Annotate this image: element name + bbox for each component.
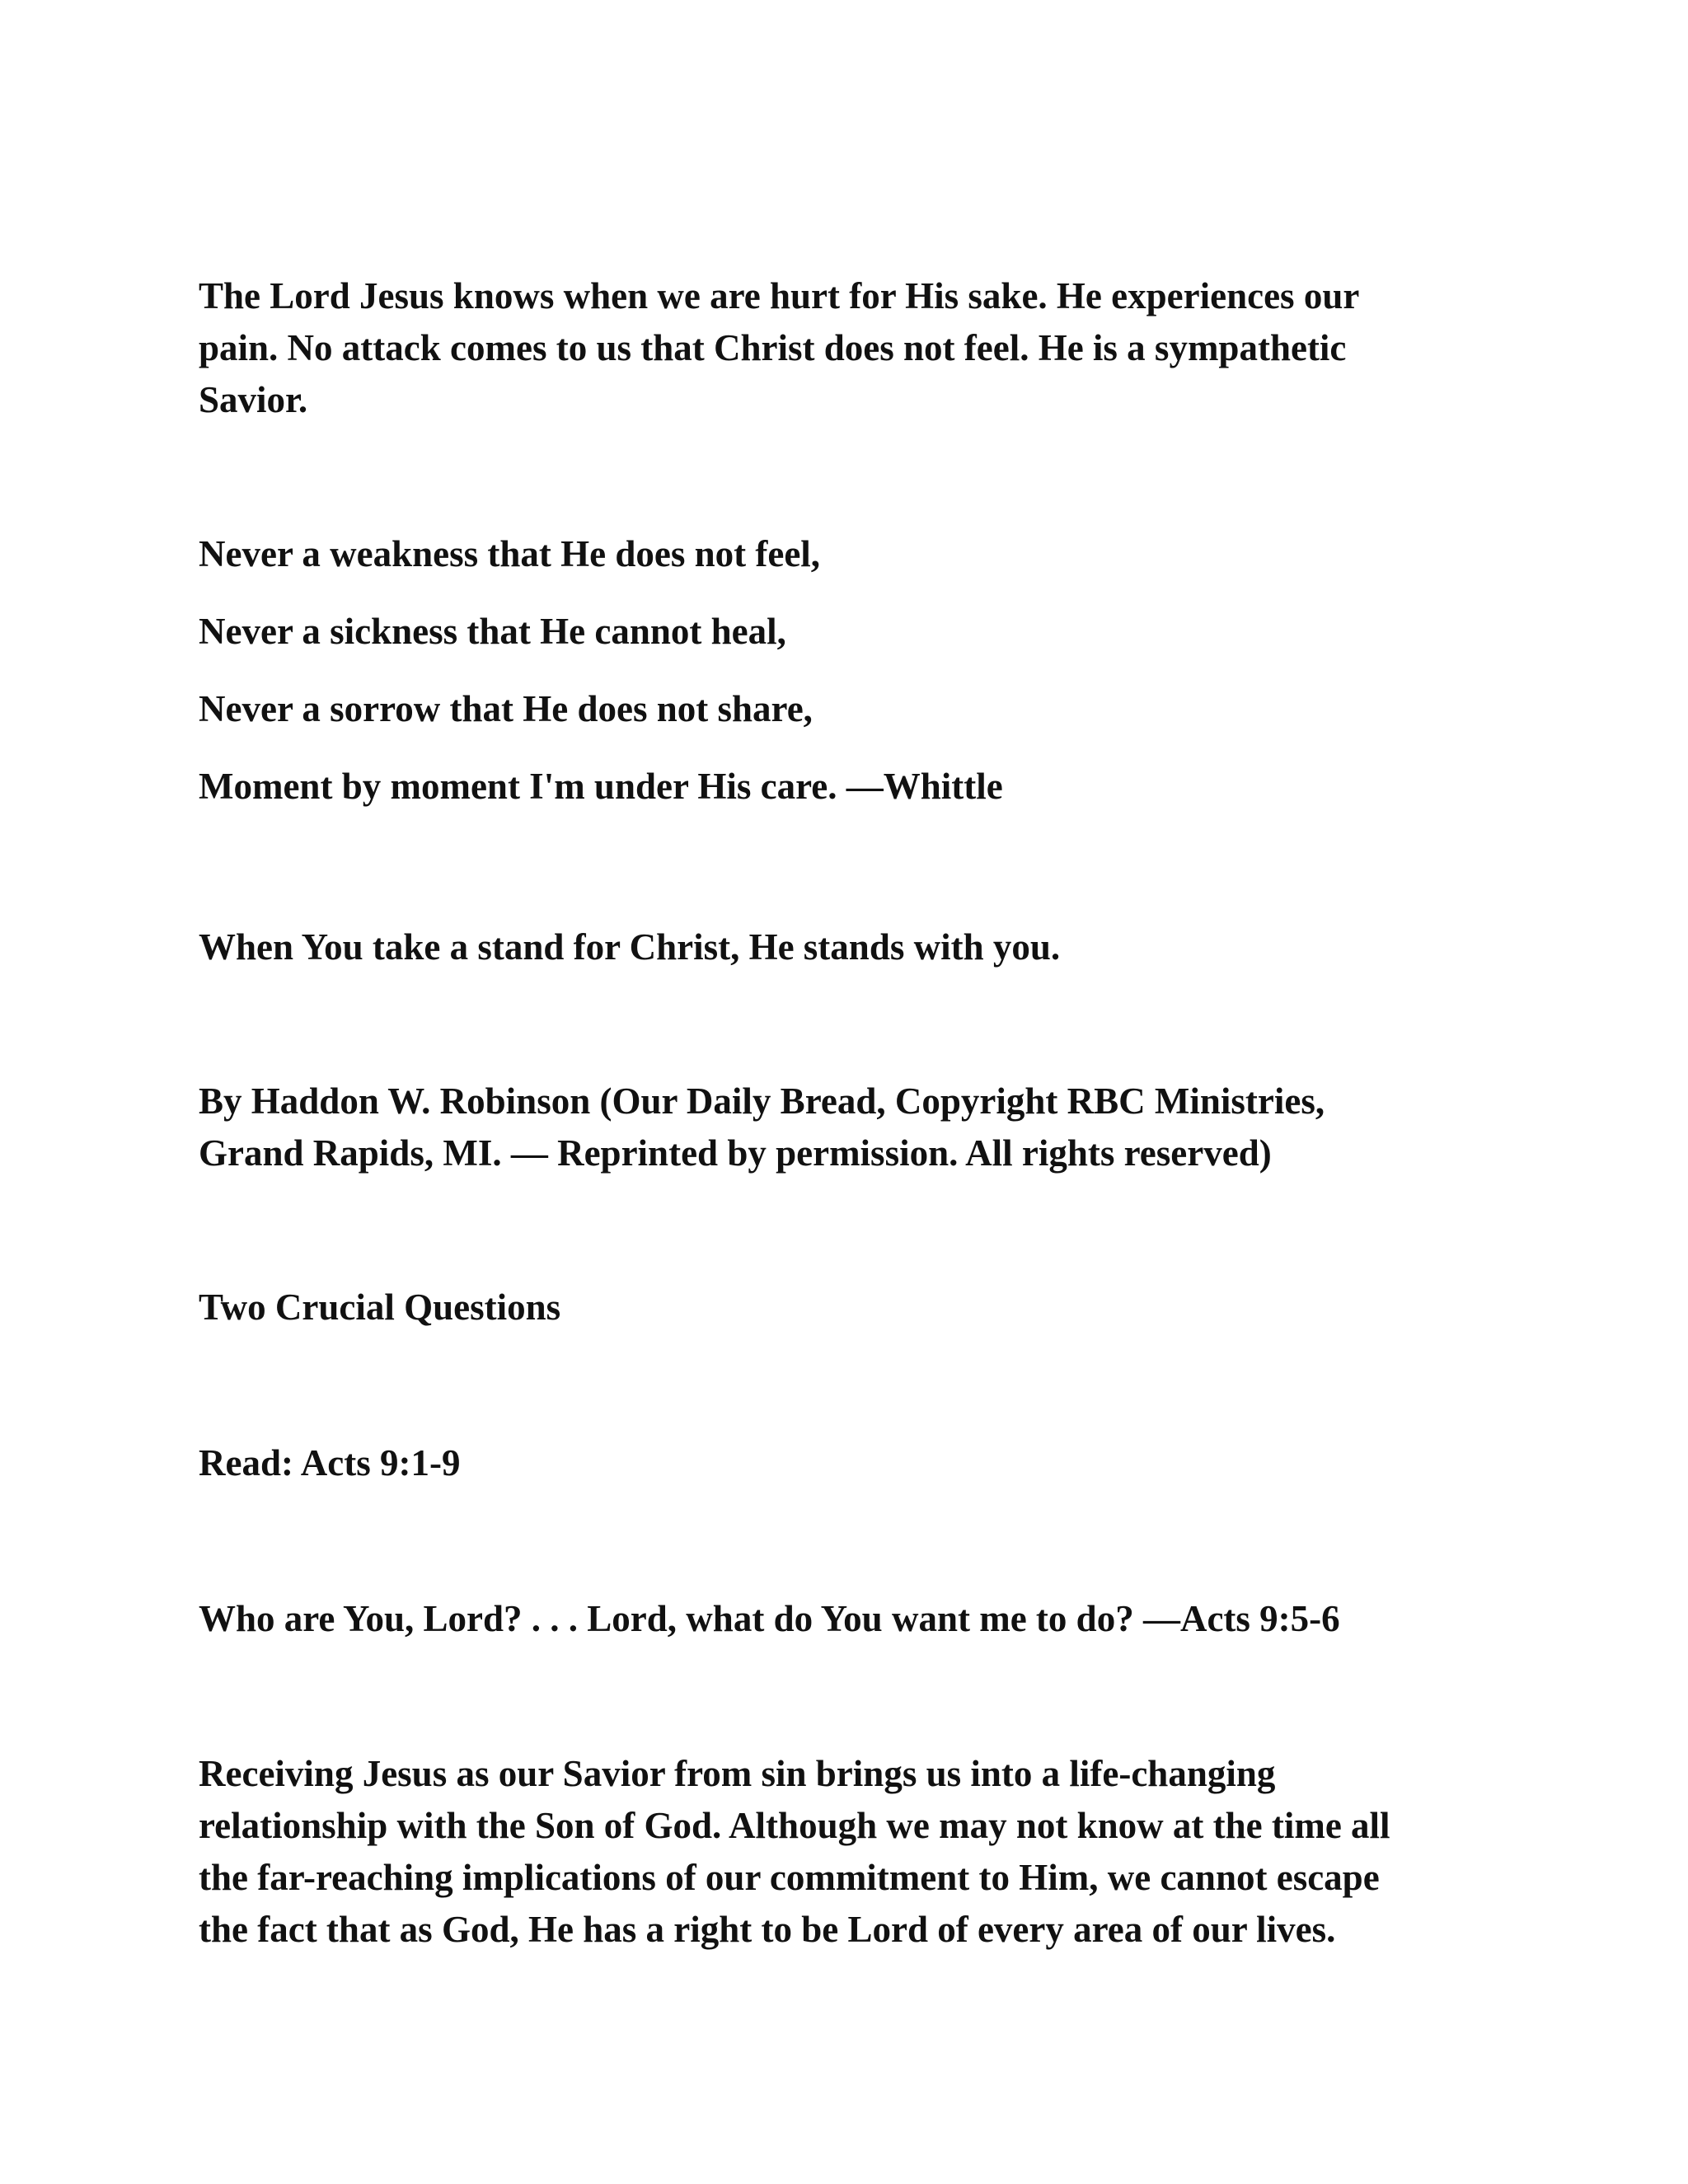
body-paragraph-line: the fact that as God, He has a right to be Lord of every area of our lives.: [199, 1909, 1336, 1950]
key-verse: Who are You, Lord? . . . Lord, what do You want me to do? —Acts 9:5-6: [199, 1598, 1340, 1639]
poem-line: Never a weakness that He does not feel,: [199, 533, 821, 574]
attribution-line: Grand Rapids, MI. — Reprinted by permission. All rights reserved): [199, 1132, 1272, 1174]
body-paragraph-line: the far-reaching implications of our commitment to Him, we cannot escape: [199, 1857, 1380, 1898]
intro-paragraph: [199, 270, 1468, 426]
poem-line: Never a sickness that He cannot heal,: [199, 611, 786, 652]
poem-line: Never a sorrow that He does not share,: [199, 688, 813, 729]
body-paragraph-line: Receiving Jesus as our Savior from sin brings us into a life-changing: [199, 1753, 1276, 1794]
poem-line: Moment by moment I'm under His care. —Whittle: [199, 766, 1003, 807]
reading-reference: Read: Acts 9:1-9: [199, 1442, 461, 1483]
attribution-line: By Haddon W. Robinson (Our Daily Bread, Copyright RBC Ministries,: [199, 1080, 1325, 1122]
intro-paragraph-line: pain. No attack comes to us that Christ does not feel. He is a sympathetic: [199, 327, 1347, 368]
intro-paragraph-line: Savior.: [199, 379, 308, 420]
intro-paragraph-line: The Lord Jesus knows when we are hurt for His sake. He experiences our: [199, 275, 1360, 316]
body-paragraph-line: relationship with the Son of God. Although we may not know at the time all: [199, 1805, 1390, 1846]
body-paragraph: [199, 1748, 1468, 1956]
attribution: [199, 1076, 1468, 1179]
takeaway-line: When You take a stand for Christ, He stands with you.: [199, 926, 1061, 968]
section-heading: Two Crucial Questions: [199, 1286, 561, 1328]
